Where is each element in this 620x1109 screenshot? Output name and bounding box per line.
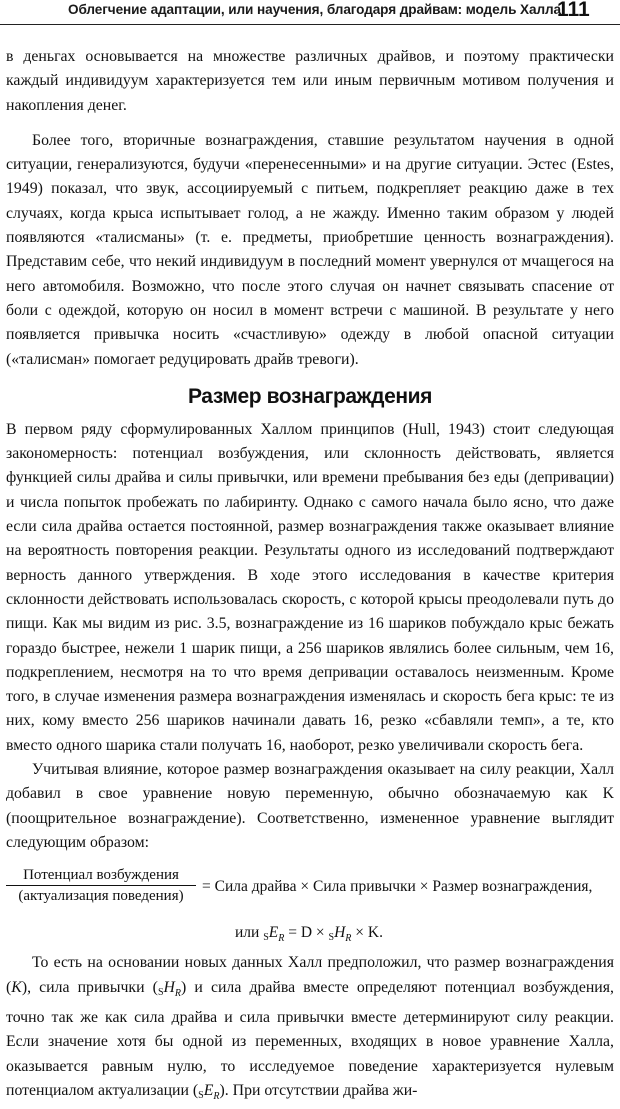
habit-sub: R: [174, 987, 182, 999]
equation-lhs-numerator: Потенциал возбуждения: [6, 865, 196, 886]
equation-lhs: [6, 865, 196, 906]
conclusion-text-1: То есть на основании новых данных Халл предположил, что размер вознаграждения (: [6, 954, 614, 996]
equation-presub-s1: S: [263, 932, 269, 944]
symbol-k: K: [11, 978, 22, 996]
habit-var: H: [163, 978, 175, 996]
equation-rhs: = Сила драйва × Сила привычки × Размер вознаграждения,: [202, 878, 593, 896]
equation-presub-s2: S: [328, 932, 335, 944]
page-body: [6, 45, 614, 1109]
paragraph-secondary-rewards: Более того, вторичные вознаграждения, ставшие результатом научения в одной ситуации, генерализуются, будучи «перенесенными» и на другие ситуации. Эстес (Estes, 1949) показал, что звук, ассоциируемый с питьем, подкрепляет реакцию даже в тех случаях, когда крыса испытывает голод, а не жажду. Именно таким образом у людей появляются «талисманы» (т. е. предметы, приобретшие ценность вознаграждения). Представим себе, что некий индивидуум в последний момент увернулся от мчащегося на него автомобиля. Возможно, что после этого случая он начнет связывать спасение от боли с одеждой, которую он носил в момент встречи с машиной. В результате у него появляется привычка носить «счастливую» одежду в любой опасной ситуации («талисман» помогает редуцировать драйв тревоги).: [6, 131, 614, 368]
running-header: [0, 0, 620, 25]
page-number: 111: [557, 0, 590, 21]
equation-sub-r1: R: [278, 933, 285, 945]
habit-presub: S: [157, 986, 164, 998]
paragraph-conclusion: [6, 951, 614, 1109]
conclusion-text-2: ), сила привычки (: [21, 978, 158, 996]
paragraph-hull-principles: В первом ряду сформулированных Халлом принципов (Hull, 1943) стоит следующая закономерность: потенциал возбуждения, или склонность действовать, является функцией силы драйва и силы привычки, или времени пребывания без еды (депривации) и числа попыток пробежать по лабиринту. Однако с самого начала было ясно, что даже если сила драйва остается постоянной, размер вознаграждения также оказывает влияние на вероятность повторения реакции. Результаты одного из исследований подтверждают верность данного утверждения. В ходе этого исследования в качестве критерия склонности действовать использовалась скорость, с которой крысы преодолевали путь до пищи. Как мы видим из рис. 3.5, вознаграждение из 16 шариков побуждало крыс бежать гораздо быстрее, нежели 1 шарик пищи, а 256 шариков являлись более сильным, чем 16, подкреплением, несмотря на то что время депривации оставалось неизменным. Кроме того, в случае изменения размера вознаграждения изменялась и скорость бега крыс: те из них, кому вместо 256 шариков начинали давать 16, резко «сбавляли темп», а те, кто вместо одного шарика стали получать 16, наоборот, резко увеличивали скорость бега.: [6, 420, 614, 754]
conclusion-text-4: ). При отсутствии драйва жи-: [219, 1081, 418, 1099]
paragraph-continued: в деньгах основывается на множестве различных драйвов, и поэтому практически каждый индивидуум характеризуется тем или иным первичным мотивом получения и накопления денег.: [6, 48, 614, 114]
conclusion-text-3: ) и сила драйва вместе определяют потенциал возбуждения, точно так же как сила драйва и сила привычки вместе детерминируют силу реакции. Если значение хотя бы одной из переменных, входящих в новое уравнение Халла, оказывается равным нулю, то исследуемое поведение характеризуется нулевым потенциалом актуализации (: [6, 978, 614, 1099]
hull-equation: [6, 865, 614, 947]
running-title: Облегчение адаптации, или научения, благодаря драйвам: модель Халла: [68, 2, 561, 17]
equation-alt-end: × K.: [355, 924, 383, 942]
equation-var-h: H: [334, 924, 346, 942]
excitation-presub: S: [198, 1089, 204, 1101]
excitation-sub: R: [213, 1091, 220, 1102]
equation-alt-mid: = D ×: [288, 924, 329, 942]
equation-alt-prefix: или: [235, 924, 260, 942]
paragraph-equation-intro: Учитывая влияние, которое размер вознаграждения оказывает на силу реакции, Халл добавил в свое уравнение новую переменную, обычно обозначаемую как K (поощрительное вознаграждение). Соответственно, измененное уравнение выглядит следующим образом:: [6, 761, 614, 851]
section-heading: Размер вознаграждения: [187, 384, 433, 408]
equation-sub-r2: R: [345, 933, 352, 945]
equation-lhs-denominator: (актуализация поведения): [18, 888, 184, 905]
equation-symbolic: [235, 921, 383, 951]
excitation-var: E: [203, 1081, 214, 1099]
equation-var-e: E: [268, 924, 279, 942]
